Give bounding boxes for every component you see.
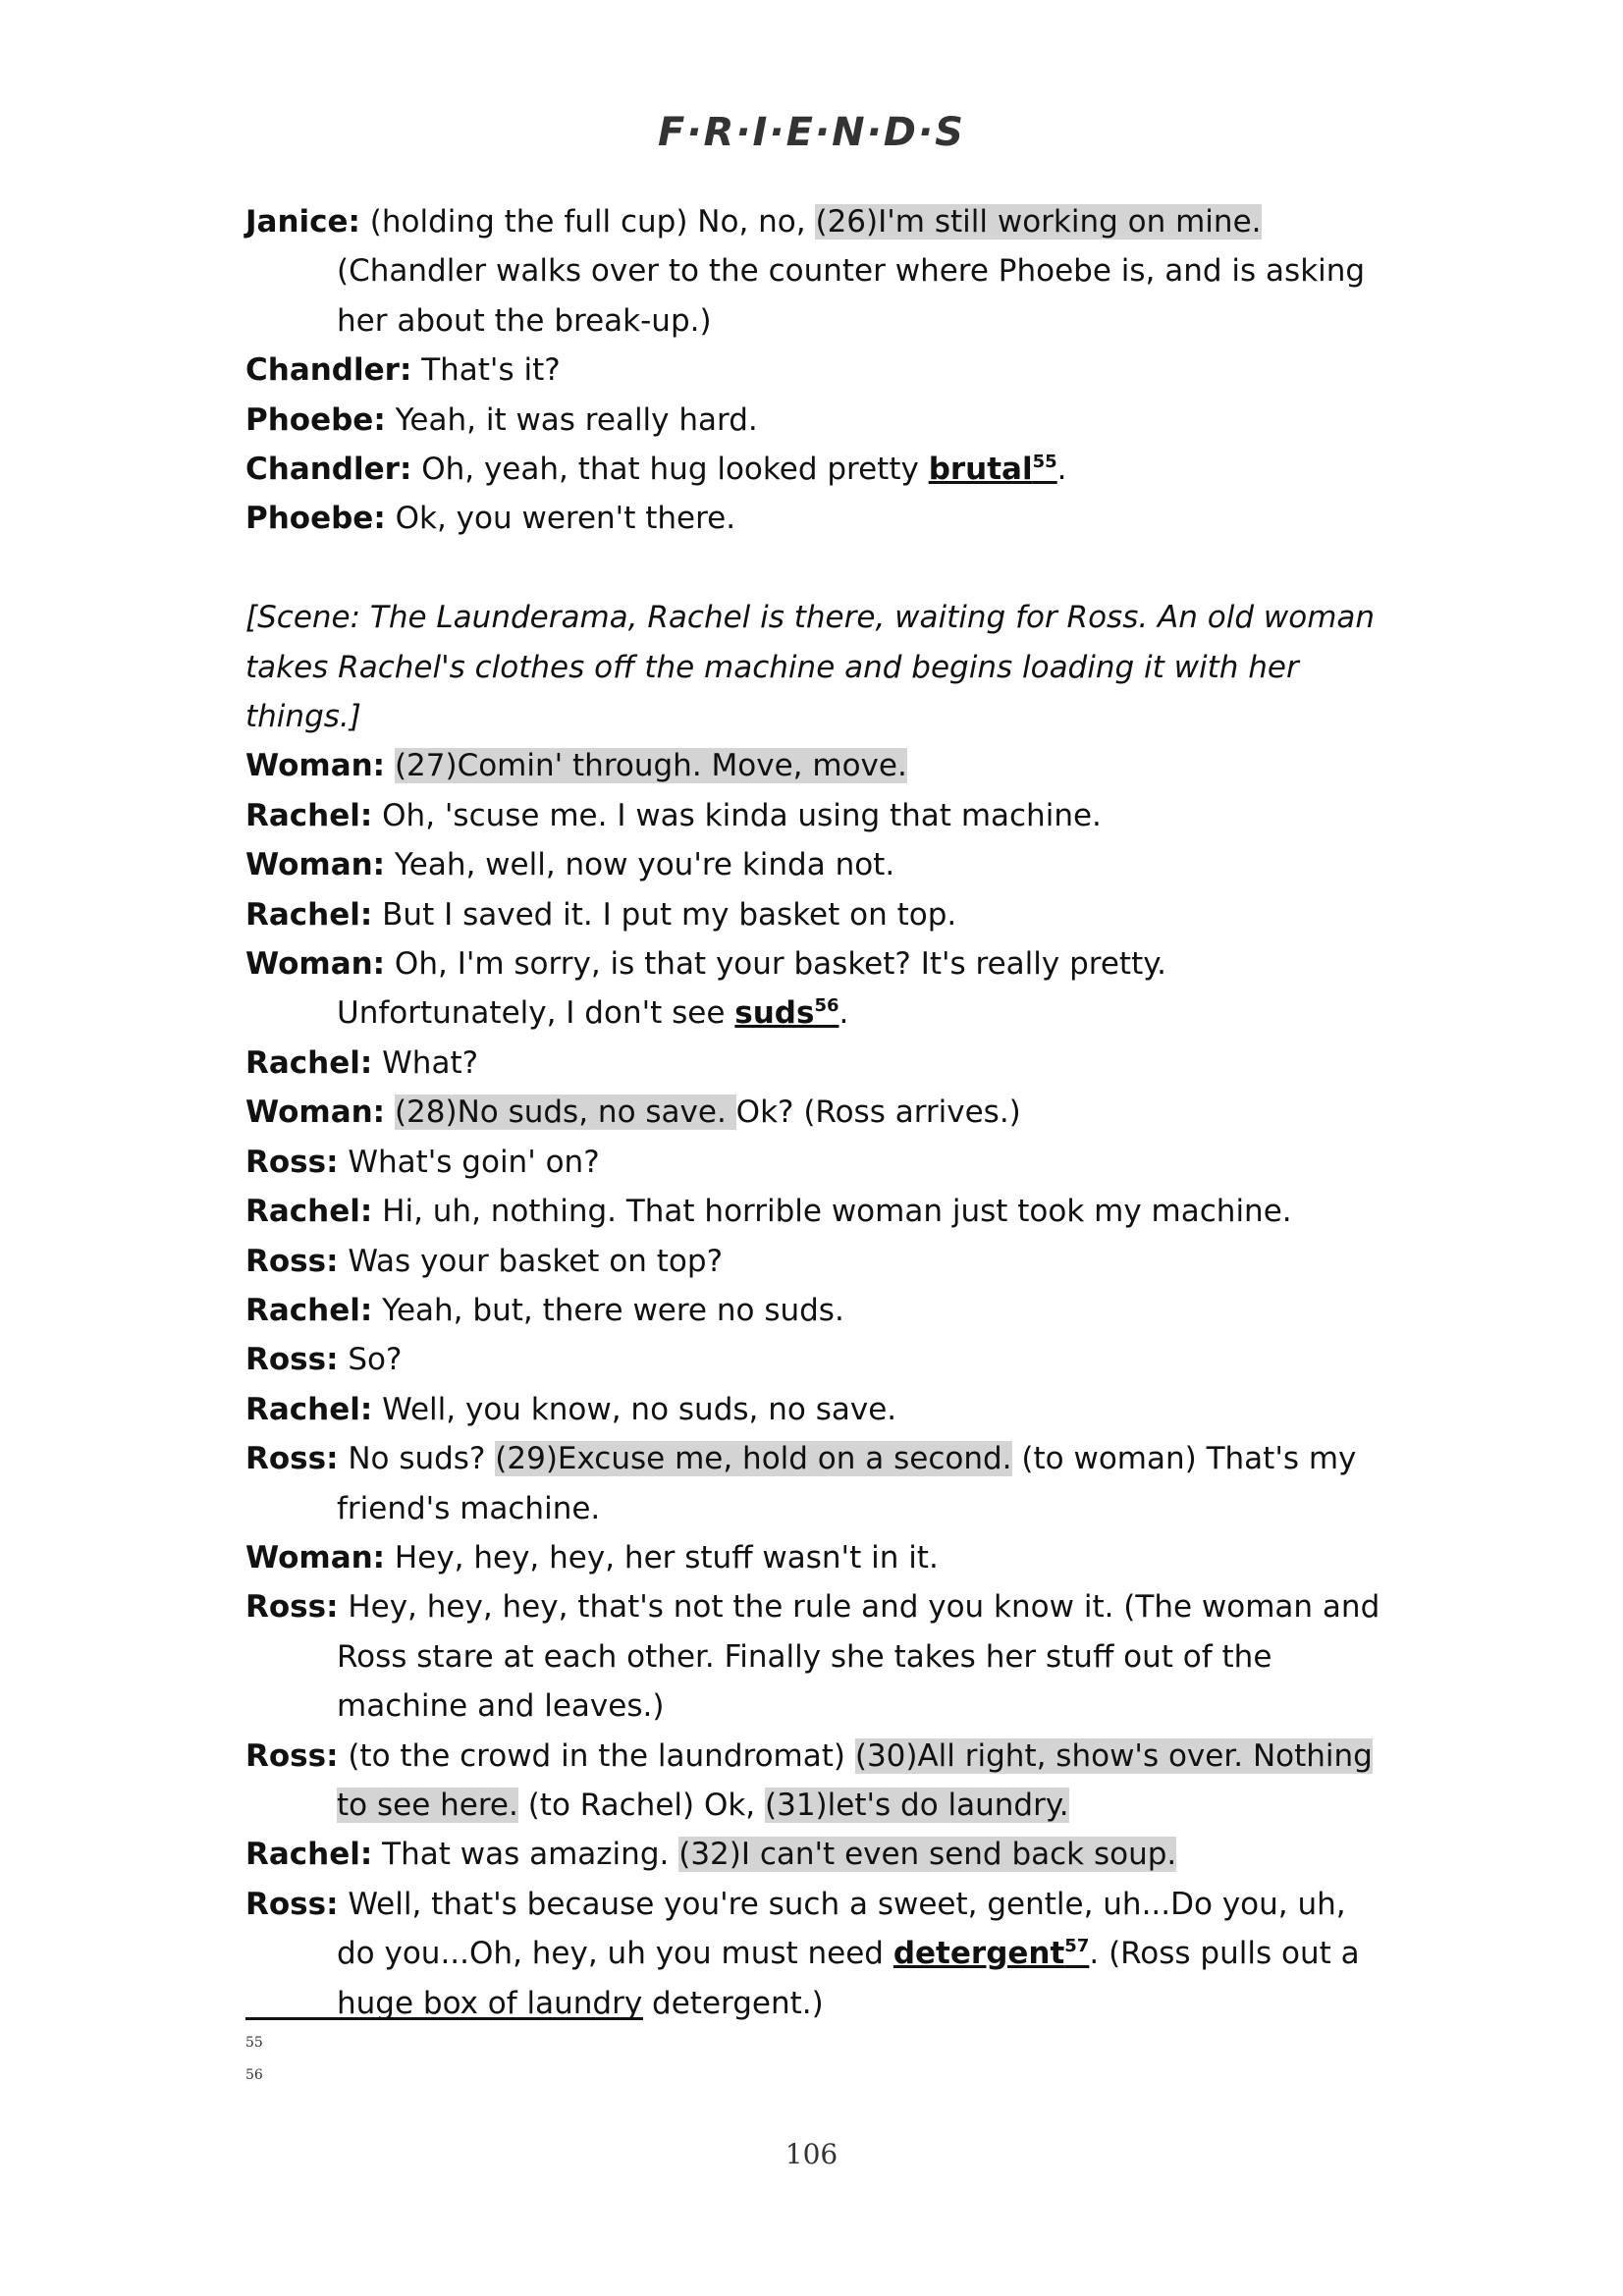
dialogue-text: But I saved it. I put my basket on top. bbox=[372, 896, 957, 933]
dialogue-line bbox=[245, 1385, 1384, 1434]
speaker-name: Phoebe: bbox=[245, 401, 386, 438]
speaker-name: Ross: bbox=[245, 1737, 339, 1774]
speaker-name: Rachel: bbox=[245, 896, 373, 933]
speaker-name: Rachel: bbox=[245, 1194, 373, 1230]
dialogue-text: Yeah, it was really hard. bbox=[385, 401, 758, 438]
dialogue-text: Hi, uh, nothing. That horrible woman just took my machine. bbox=[372, 1194, 1292, 1230]
footnote-ref: 56 bbox=[814, 995, 839, 1017]
dialogue-text: That was amazing. bbox=[372, 1837, 679, 1873]
dialogue-text: Ok? (Ross arrives.) bbox=[735, 1095, 1021, 1131]
dialogue-line bbox=[245, 1138, 1384, 1187]
dialogue-line bbox=[245, 741, 1384, 790]
speaker-name: Rachel: bbox=[245, 797, 373, 833]
dialogue-text: Oh, 'scuse me. I was kinda using that machine. bbox=[372, 797, 1102, 833]
speaker-name: Ross: bbox=[245, 1589, 339, 1626]
dialogue-text: Oh, I'm sorry, is that your basket? It's really pretty. Unfortunately, I don't see bbox=[337, 946, 1166, 1032]
dialogue-line bbox=[245, 1830, 1384, 1879]
footnote-number: 55 bbox=[245, 2035, 263, 2051]
dialogue-text: So? bbox=[338, 1342, 403, 1378]
dialogue-line bbox=[245, 890, 1384, 939]
speaker-name: Woman: bbox=[245, 1539, 386, 1575]
dialogue-text bbox=[385, 748, 395, 783]
dialogue-line bbox=[245, 1533, 1384, 1582]
scene-direction: [Scene: The Launderama, Rachel is there, waiting for Ross. An old woman takes Rachel's clothes off the machine and begins loading it with her things.] bbox=[245, 600, 1376, 735]
dialogue-text: Oh, yeah, that hug looked pretty bbox=[411, 452, 929, 488]
script-body bbox=[245, 197, 1384, 2028]
dialogue-line bbox=[245, 445, 1384, 494]
dialogue-text: No suds? bbox=[338, 1441, 496, 1477]
spacer bbox=[245, 544, 1384, 593]
dialogue-text: (to Rachel) Ok, bbox=[517, 1787, 766, 1823]
speaker-name: Woman: bbox=[245, 847, 386, 883]
dialogue-text: Yeah, but, there were no suds. bbox=[372, 1292, 844, 1328]
speaker-name: Rachel: bbox=[245, 1837, 373, 1873]
speaker-name: Woman: bbox=[245, 946, 386, 983]
speaker-name: Janice: bbox=[245, 204, 360, 240]
dialogue-line bbox=[245, 396, 1384, 445]
dialogue-line bbox=[245, 1088, 1384, 1137]
dialogue-text: Hey, hey, hey, that's not the rule and you know it. (The woman and Ross stare at each other. Finally she takes her stuff out of the machine and leaves.) bbox=[337, 1589, 1380, 1725]
speaker-name: Ross: bbox=[245, 1243, 339, 1279]
footnote-ref: 55 bbox=[1032, 452, 1057, 473]
dialogue-line bbox=[245, 1732, 1384, 1831]
speaker-name: Ross: bbox=[245, 1342, 339, 1378]
dialogue-text: . bbox=[839, 995, 849, 1032]
dialogue-line bbox=[245, 1187, 1384, 1236]
dialogue-text: What's goin' on? bbox=[338, 1144, 600, 1180]
dialogue-text: Well, that's because you're such a sweet, gentle, uh...Do you, uh, do you...Oh, hey, uh you must need bbox=[337, 1886, 1346, 1972]
friends-logo: F·R·I·E·N·D·S bbox=[658, 110, 965, 155]
dialogue-text: Well, you know, no suds, no save. bbox=[372, 1391, 897, 1427]
highlighted-phrase: (28)No suds, no save. bbox=[394, 1095, 736, 1131]
highlighted-phrase: (30)All right, show's over. Nothing to see here. bbox=[337, 1737, 1373, 1823]
speaker-name: Chandler: bbox=[245, 452, 412, 488]
speaker-name: Woman: bbox=[245, 748, 386, 784]
dialogue-line bbox=[245, 1335, 1384, 1384]
vocab-word: suds$^{56}$ bbox=[734, 995, 839, 1032]
footnote-separator bbox=[245, 2017, 643, 2020]
dialogue-text: Hey, hey, hey, her stuff wasn't in it. bbox=[385, 1539, 939, 1575]
dialogue-text: That's it? bbox=[411, 352, 561, 389]
dialogue-text: (to the crowd in the laundromat) bbox=[338, 1737, 855, 1774]
speaker-name: Ross: bbox=[245, 1144, 339, 1180]
highlighted-phrase: (31)let's do laundry. bbox=[765, 1787, 1069, 1823]
speaker-name: Rachel: bbox=[245, 1044, 373, 1081]
dialogue-line bbox=[245, 1582, 1384, 1731]
speaker-name: Rachel: bbox=[245, 1292, 373, 1328]
dialogue-text: Ok, you weren't there. bbox=[385, 501, 736, 537]
footnote-ref: 57 bbox=[1064, 1936, 1090, 1957]
footnote-number: 56 bbox=[245, 2067, 263, 2083]
dialogue-text: (Chandler walks over to the counter where Phoebe is, and is asking her about the break-up.) bbox=[337, 253, 1366, 339]
dialogue-line bbox=[245, 1286, 1384, 1335]
dialogue-text: . bbox=[1056, 452, 1067, 488]
dialogue-text: . (Ross pulls out a huge box of laundry detergent.) bbox=[337, 1936, 1360, 2021]
dialogue-text: (to woman) That's my friend's machine. bbox=[337, 1441, 1357, 1526]
vocab-word: brutal$^{55}$ bbox=[928, 452, 1057, 488]
speaker-name: Rachel: bbox=[245, 1391, 373, 1427]
dialogue-line bbox=[245, 346, 1384, 395]
dialogue-line bbox=[245, 791, 1384, 840]
page-number: 106 bbox=[784, 2138, 839, 2170]
dialogue-line bbox=[245, 840, 1384, 889]
dialogue-line bbox=[245, 1237, 1384, 1286]
dialogue-line bbox=[245, 1880, 1384, 2028]
speaker-name: Woman: bbox=[245, 1095, 386, 1131]
highlighted-phrase: (32)I can't even send back soup. bbox=[678, 1837, 1177, 1873]
dialogue-text: (holding the full cup) No, no, bbox=[359, 204, 816, 240]
highlighted-phrase: (29)Excuse me, hold on a second. bbox=[495, 1441, 1012, 1477]
vocab-word: detergent$^{57}$ bbox=[893, 1936, 1090, 1972]
dialogue-line bbox=[245, 494, 1384, 543]
dialogue-text: Was your basket on top? bbox=[338, 1243, 724, 1279]
dialogue-text bbox=[385, 1095, 395, 1130]
speaker-name: Phoebe: bbox=[245, 501, 386, 537]
highlighted-phrase: (26)I'm still working on mine. bbox=[815, 204, 1262, 240]
dialogue-line bbox=[245, 939, 1384, 1039]
speaker-name: Ross: bbox=[245, 1441, 339, 1477]
dialogue-line bbox=[245, 1434, 1384, 1533]
dialogue-line bbox=[245, 1039, 1384, 1088]
dialogue-text: Yeah, well, now you're kinda not. bbox=[385, 847, 895, 883]
speaker-name: Ross: bbox=[245, 1886, 339, 1922]
highlighted-phrase: (27)Comin' through. Move, move. bbox=[394, 748, 907, 784]
dialogue-line bbox=[245, 197, 1384, 346]
speaker-name: Chandler: bbox=[245, 352, 412, 389]
dialogue-text: What? bbox=[372, 1044, 479, 1081]
